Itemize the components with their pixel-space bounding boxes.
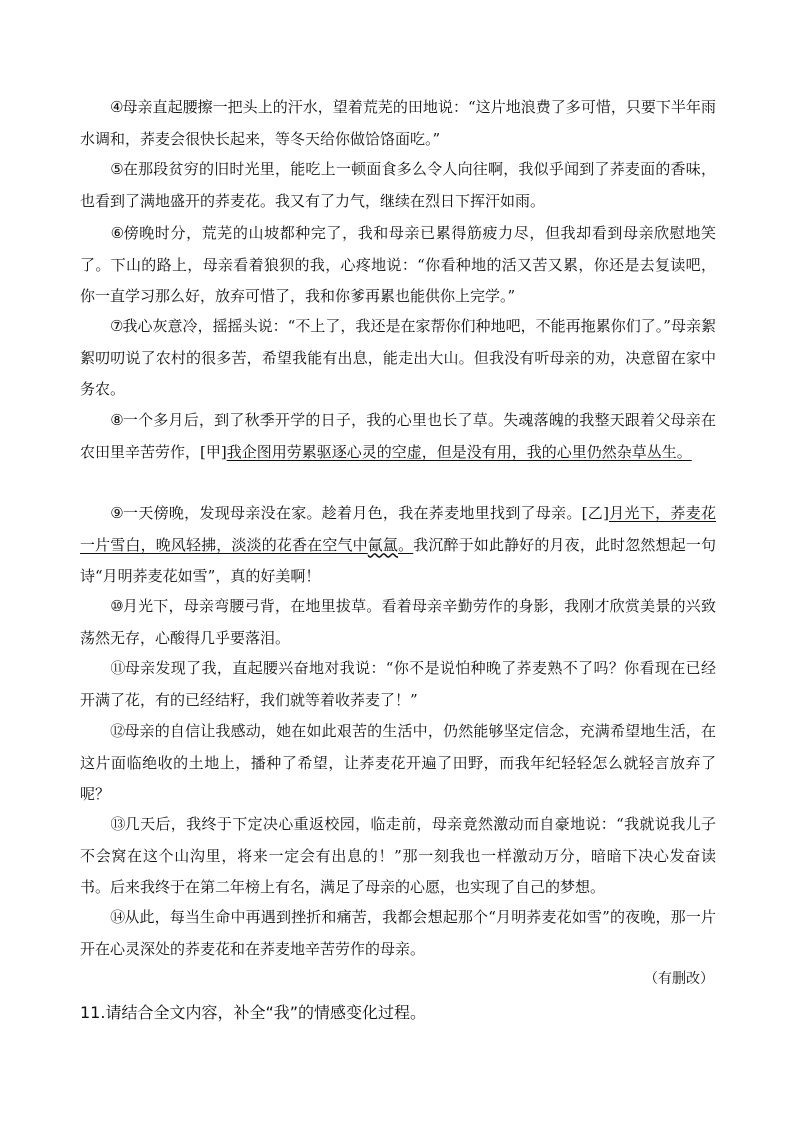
paragraph-number: ⑩ (110, 597, 123, 615)
mark-yi: [乙] (581, 504, 609, 522)
paragraph-number: ⑧ (110, 411, 123, 429)
paragraph-7 (80, 311, 716, 406)
paragraph-text: 一个多月后，到了秋季开学的日子，我的心里也长了草。失魂落魄的我整天跟着父母亲在农田里辛苦劳作， (80, 411, 716, 461)
paragraph-11 (80, 653, 716, 716)
paragraph-5 (80, 154, 716, 217)
question-11: 11.请结合全文内容，补全“我”的情感变化过程。 (80, 1003, 427, 1022)
paragraph-number: ⑫ (110, 722, 125, 740)
underlined-sentence-yi: 月光下，荞麦花一片雪白，晚风轻拂，淡淡的花香在空气中 (80, 504, 716, 554)
paragraph-text: 从此，每当生命中再遇到挫折和痛苦，我都会想起那个“月明荞麦花如雪”的夜晚，那一片开在心灵深处的荞麦花和在荞麦地辛苦劳作的母亲。 (80, 908, 716, 958)
paragraph-9 (80, 498, 716, 593)
underlined-sentence-end: 。 (398, 535, 414, 554)
paragraph-4 (80, 92, 716, 155)
paragraph-6 (80, 218, 716, 313)
source-note: （有删改） (644, 971, 714, 987)
wavy-underlined-word: 氤氲 (367, 535, 399, 554)
paragraph-text: 一天傍晚，发现母亲没在家。趁着月色，我在荞麦地里找到了母亲。 (123, 504, 582, 522)
underlined-sentence-jia: 我企图用劳累驱逐心灵的空虚，但是没有用，我的心里仍然杂草丛生。 (226, 442, 692, 461)
paragraph-12 (80, 716, 716, 811)
paragraph-number: ⑭ (110, 908, 125, 926)
paragraph-number: ⑤ (110, 160, 123, 178)
paragraph-text: 我心灰意冷，摇摇头说：“不上了，我还是在家帮你们种地吧，不能再拖累你们了。”母亲絮絮叨叨说了农村的很多苦，希望我能有出息，能走出大山。但我没有听母亲的劝，决意留在家中务农。 (80, 317, 716, 398)
paragraph-number: ⑦ (110, 317, 123, 335)
paragraph-8 (80, 405, 716, 468)
paragraph-10 (80, 591, 716, 654)
paragraph-number: ⑪ (110, 659, 125, 677)
paragraph-13 (80, 809, 716, 904)
paragraph-text: 傍晚时分，荒芜的山坡都种完了，我和母亲已累得筋疲力尽，但我却看到母亲欣慰地笑了。下山的路上，母亲看着狼狈的我，心疼地说：“你看种地的活又苦又累，你还是去复读吧，你一直学习那么好，放弃可惜了，我和你爹再累也能供你上完学。” (80, 224, 716, 305)
paragraph-text: 母亲的自信让我感动，她在如此艰苦的生活中，仍然能够坚定信念，充满希望地生活，在这片面临绝收的土地上，播种了希望，让荞麦花开遍了田野，而我年纪轻轻怎么就轻言放弃了呢？ (80, 722, 716, 803)
paragraph-text: 母亲发现了我，直起腰兴奋地对我说：“你不是说怕种晚了荞麦熟不了吗？你看现在已经开满了花，有的已经结籽，我们就等着收荞麦了！” (80, 659, 716, 709)
paragraph-text: 几天后，我终于下定决心重返校园，临走前，母亲竟然激动而自豪地说：“我就说我儿子不会窝在这个山沟里，将来一定会有出息的！”那一刻我也一样激动万分，暗暗下决心发奋读书。后来我终于在第二年榜上有名，满足了母亲的心愿，也实现了自己的梦想。 (80, 815, 716, 896)
mark-jia: [甲] (200, 442, 227, 461)
paragraph-14 (80, 902, 716, 965)
paragraph-text: 母亲直起腰擦一把头上的汗水，望着荒芜的田地说：“这片地浪费了多可惜，只要下半年雨水调和，荞麦会很快长起来，等冬天给你做饸饹面吃。” (80, 98, 716, 148)
paragraph-text: 月光下，母亲弯腰弓背，在地里拔草。看着母亲辛勤劳作的身影，我刚才欣赏美景的兴致荡然无存，心酸得几乎要落泪。 (80, 597, 716, 647)
paragraph-text: 在那段贫穷的旧时光里，能吃上一顿面食多么令人向往啊，我似乎闻到了荞麦面的香味，也看到了满地盛开的荞麦花。我又有了力气，继续在烈日下挥汗如雨。 (80, 160, 716, 210)
paragraph-number: ⑬ (110, 815, 125, 833)
paragraph-text-after: 我沉醉于如此静好的月夜，此时忽然想起一句诗“月明荞麦花如雪”，真的好美啊！ (80, 535, 716, 585)
paragraph-number: ⑨ (110, 504, 124, 522)
paragraph-number: ⑥ (110, 224, 124, 242)
paragraph-number: ④ (110, 98, 123, 116)
